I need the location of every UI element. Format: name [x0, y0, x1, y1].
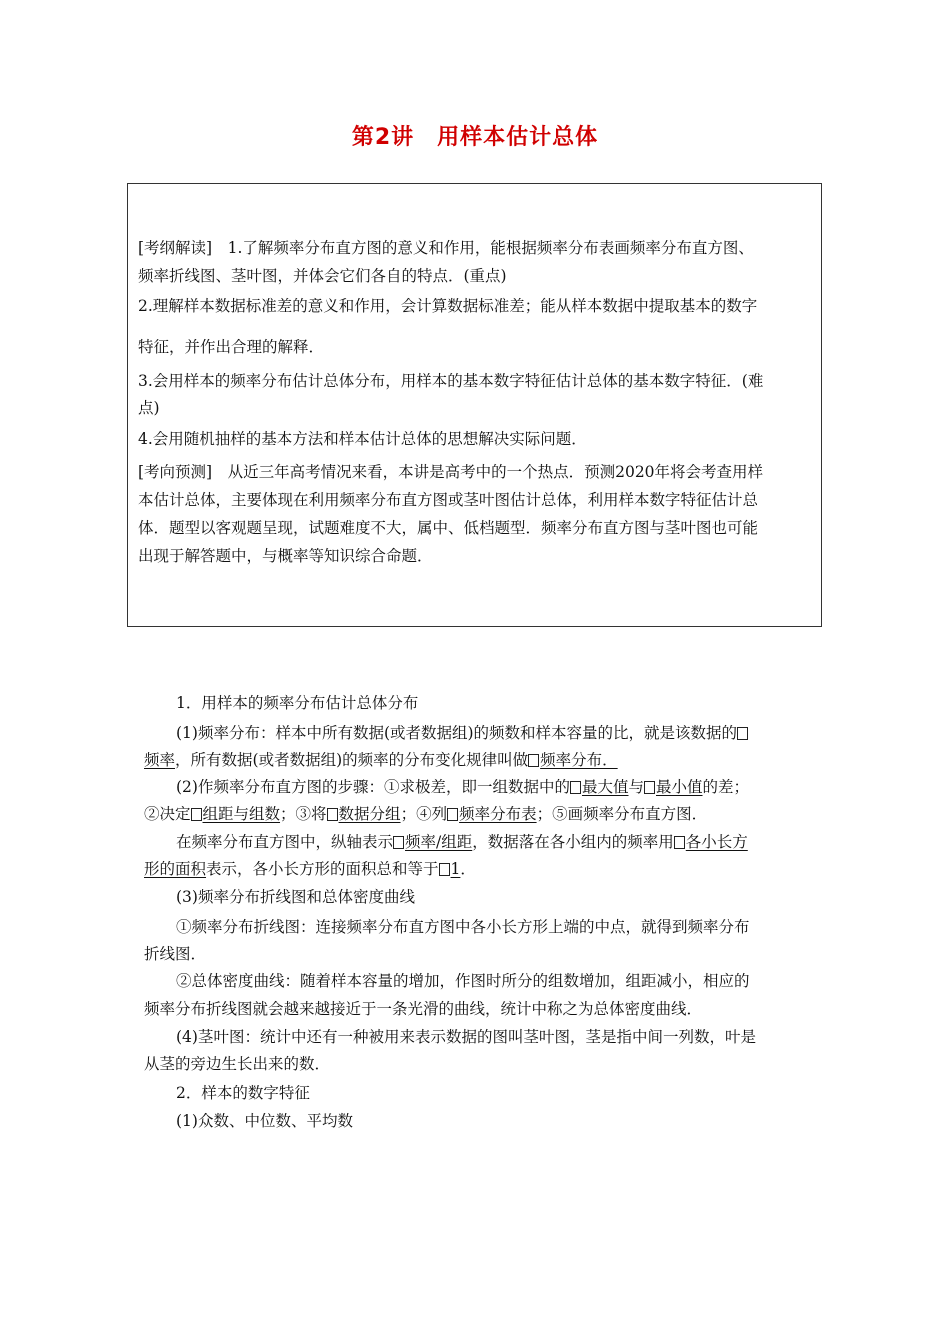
blank-box-icon — [528, 754, 539, 767]
paragraph-line: 折线图． — [144, 945, 207, 963]
answer-text: 频率分布表 — [459, 805, 537, 823]
box-line: 特征，并作出合理的解释． — [138, 338, 325, 356]
box-line: [考纲解读] 1.了解频率分布直方图的意义和作用，能根据频率分布表画频率分布直方图、 — [138, 239, 754, 257]
section-heading: 2．样本的数字特征 — [176, 1084, 310, 1102]
blank-box-icon — [393, 836, 404, 849]
text: ，所有数据(或者数据组)的频率的分布变化规律叫做 — [175, 751, 529, 769]
blank-box-icon — [447, 808, 458, 821]
answer-text: 最小值 — [656, 778, 703, 796]
text: ；⑤画频率分布直方图． — [536, 805, 708, 823]
box-line: 点) — [138, 399, 160, 417]
paragraph-line — [176, 774, 749, 800]
box-line: 2.理解样本数据标准差的意义和作用，会计算数据标准差；能从样本数据中提取基本的数字 — [138, 297, 758, 315]
paragraph-line: ②总体密度曲线：随着样本容量的增加，作图时所分的组数增加，组距减小，相应的 — [176, 972, 750, 990]
text: 表示，各小长方形的面积总和等于 — [206, 860, 439, 878]
paragraph-line — [144, 801, 707, 827]
paragraph-line — [144, 856, 476, 882]
text: ②决定 — [144, 805, 191, 823]
page-title: 第2讲 用样本估计总体 — [351, 125, 599, 150]
box-line: 4.会用随机抽样的基本方法和样本估计总体的思想解决实际问题． — [138, 430, 587, 448]
blank-box-icon — [644, 781, 655, 794]
answer-text: 最大值 — [581, 778, 629, 796]
text: 在频率分布直方图中，纵轴表示 — [176, 833, 394, 851]
paragraph-line — [176, 720, 749, 746]
answer-text: 频率分布． — [540, 751, 618, 769]
text: (2)作频率分布直方图的步骤：①求极差，即一组数据中的 — [176, 778, 570, 796]
text: ；④列 — [400, 805, 448, 823]
paragraph-line — [176, 829, 748, 855]
section-heading: 1．用样本的频率分布估计总体分布 — [176, 694, 419, 712]
text: 与 — [628, 778, 644, 796]
answer-text: 频率/组距 — [405, 833, 473, 851]
text: ，数据落在各小组内的频率用 — [472, 833, 674, 851]
blank-box-icon — [439, 863, 450, 876]
paragraph-line: (4)茎叶图：统计中还有一种被用来表示数据的图叫茎叶图，茎是指中间一列数，叶是 — [176, 1028, 756, 1046]
box-line: 本估计总体，主要体现在利用频率分布直方图或茎叶图估计总体，利用样本数字特征估计总 — [138, 491, 759, 509]
blank-box-icon — [674, 836, 685, 849]
subsection-heading: (3)频率分布折线图和总体密度曲线 — [176, 888, 415, 906]
subsection-heading: (1)众数、中位数、平均数 — [176, 1112, 353, 1130]
box-line: 3.会用样本的频率分布估计总体分布，用样本的基本数字特征估计总体的基本数字特征．(难 — [138, 372, 764, 390]
text: ；③将 — [280, 805, 327, 823]
answer-text: 各小长方 — [685, 833, 748, 851]
blank-box-icon — [737, 727, 748, 740]
paragraph-line: ①频率分布折线图：连接频率分布直方图中各小长方形上端的中点，就得到频率分布 — [176, 918, 750, 936]
paragraph-line: 从茎的旁边生长出来的数． — [144, 1055, 331, 1073]
answer-text: 组距与组数 — [202, 805, 281, 823]
box-line: 频率折线图、茎叶图，并体会它们各自的特点．(重点) — [138, 267, 507, 285]
paragraph-line — [144, 747, 618, 773]
answer-text: 形的面积 — [144, 860, 207, 878]
box-line: 体．题型以客观题呈现，试题难度不大，属中、低档题型．频率分布直方图与茎叶图也可能 — [138, 519, 759, 537]
paragraph-line: 频率分布折线图就会越来越接近于一条光滑的曲线，统计中称之为总体密度曲线． — [144, 1000, 703, 1018]
box-line: [考向预测] 从近三年高考情况来看，本讲是高考中的一个热点．预测2020年将会考查用样 — [138, 463, 764, 481]
text: ． — [460, 860, 476, 878]
syllabus-box — [127, 183, 822, 627]
answer-text: 频率 — [144, 751, 176, 769]
answer-text: 1 — [450, 860, 461, 878]
answer-text: 数据分组 — [338, 805, 401, 823]
box-line: 出现于解答题中，与概率等知识综合命题． — [138, 547, 433, 565]
blank-box-icon — [327, 808, 338, 821]
text: (1)频率分布：样本中所有数据(或者数据组)的频数和样本容量的比，就是该数据的 — [176, 724, 738, 742]
text: 的差； — [702, 778, 750, 796]
blank-box-icon — [570, 781, 581, 794]
blank-box-icon — [191, 808, 202, 821]
